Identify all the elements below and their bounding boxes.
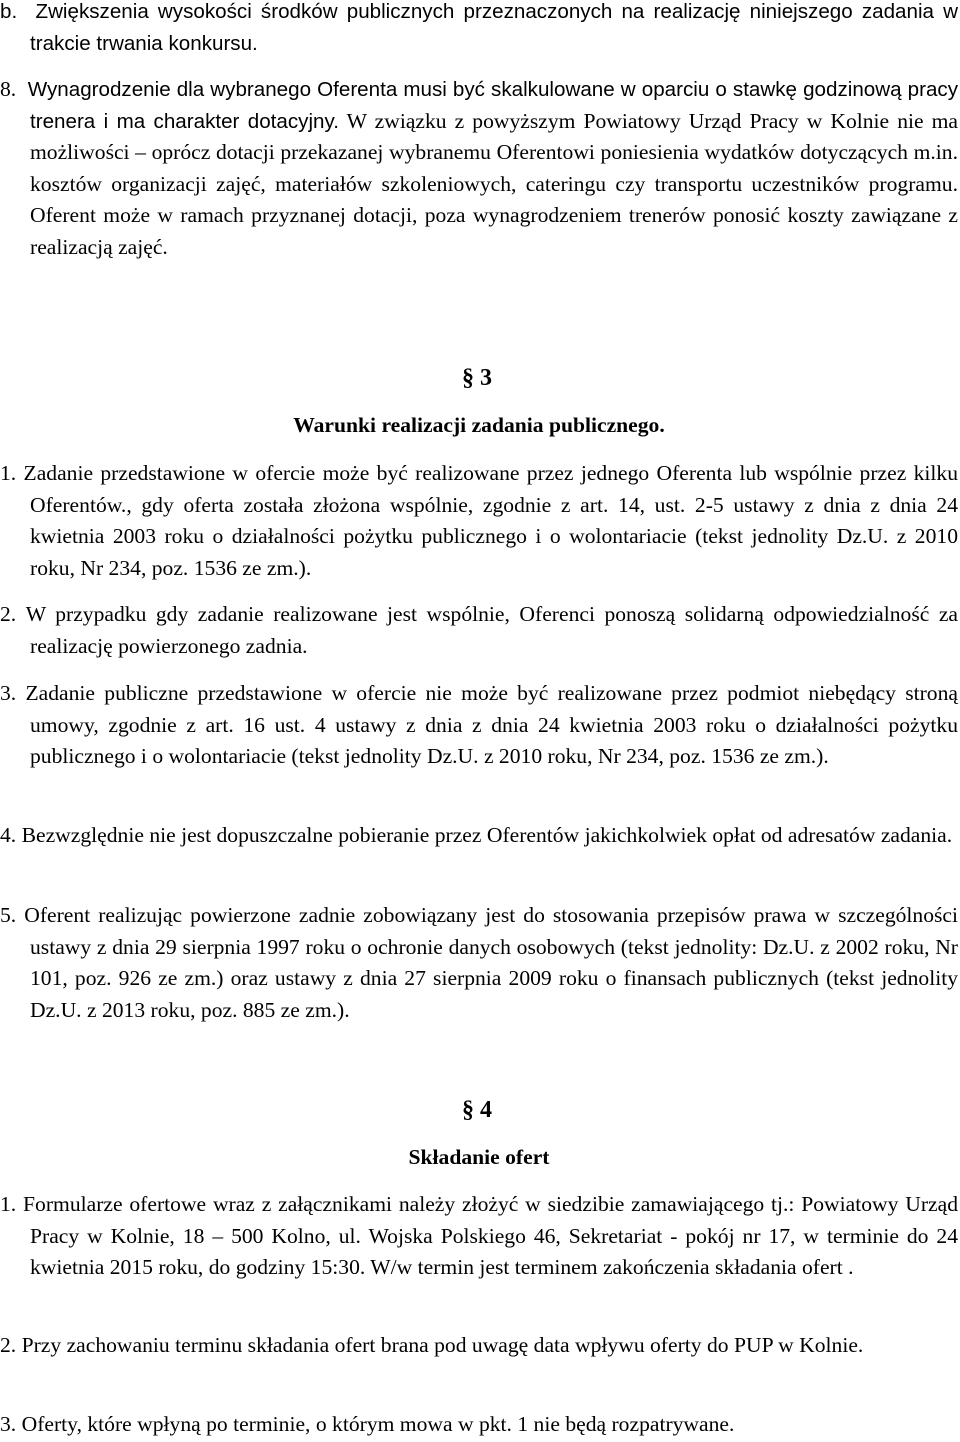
list-item	[0, 820, 958, 852]
list-marker: 3.	[0, 1412, 17, 1436]
section-sign-3: § 3	[462, 365, 492, 391]
list-item	[0, 900, 958, 1026]
list-item-text: Zwiększenia wysokości środków publicznych przeznaczonych na realizację niniejszego zadania w trakcie trwania konkursu.	[30, 0, 958, 55]
section-sign-4: § 4	[462, 1097, 492, 1123]
list-marker: 5.	[0, 903, 17, 927]
list-marker: 1.	[0, 461, 17, 485]
list-item	[0, 678, 958, 773]
list-item	[0, 1189, 958, 1284]
list-item-8	[0, 74, 958, 263]
list-marker: 2.	[0, 602, 17, 626]
list-marker: 2.	[0, 1333, 17, 1357]
list-marker: 3.	[0, 681, 17, 705]
list-item-text: Bezwzględnie nie jest dopuszczalne pobieranie przez Oferentów jakichkolwiek opłat od adresatów zadania.	[21, 823, 953, 847]
list-item	[0, 1409, 958, 1441]
section-title-4: Składanie ofert	[408, 1145, 550, 1169]
list-item-b	[0, 0, 958, 59]
list-item	[0, 458, 958, 584]
section-title-3: Warunki realizacji zadania publicznego.	[293, 413, 665, 437]
list-item	[0, 599, 958, 662]
list-item-text: Formularze ofertowe wraz z załącznikami należy złożyć w siedzibie zamawiającego tj.: Powiatowy Urząd Pracy w Kolnie, 18 – 500 Kolno, ul. Wojska Polskiego 46, Sekretariat - pokój nr 17, w terminie do 24 kwietnia 2015 roku, do godziny 15:30. W/w termin jest terminem zakończenia składania ofert .	[23, 1192, 958, 1279]
list-marker: 4.	[0, 823, 17, 847]
list-item-text: W związku z powyższym Powiatowy Urząd Pracy w Kolnie nie ma możliwości – oprócz dotacji przekazanej wybranemu Oferentowi poniesienia wydatków dotyczących m.in.	[30, 108, 959, 164]
list-item-text: Oferent realizując powierzone zadnie zobowiązany jest do stosowania przepisów prawa w szczególności ustawy z dnia 29 sierpnia 1997 roku o ochronie danych osobowych (tekst jednolity: Dz.U. z 2002 roku, Nr 101, poz. 926 ze zm.) oraz ustawy z dnia 27 sierpnia 2009 roku o finansach publicznych (tekst jednolity Dz.U. z 2013 roku, poz. 885 ze zm.).	[24, 903, 959, 1022]
list-item-text-sans: Wynagrodzenie dla wybranego Oferenta musi być skalkulowane w oparciu o stawkę godzinową pracy trenera i ma charakter dotacyjny.	[27, 78, 959, 133]
list-marker: 1.	[0, 1192, 17, 1216]
list-item-text: Zadanie przedstawione w ofercie może być realizowane przez jednego Oferenta lub wspólnie przez kilku Oferentów., gdy oferta została złożona wspólnie, zgodnie z art. 14, ust. 2-5 ustawy z dnia z dnia 24 kwietnia 2003 roku o działalności pożytku publicznego i o wolontariacie (tekst jednolity Dz.U. z 2010 roku, Nr 234, poz. 1536 ze zm.).	[23, 461, 958, 580]
list-item	[0, 1330, 958, 1362]
list-item-text: W przypadku gdy zadanie realizowane jest wspólnie, Oferenci ponoszą solidarną odpowiedzialność za realizację powierzonego zadnia.	[25, 602, 958, 658]
list-marker: b.	[0, 0, 18, 23]
list-item-text: Oferty, które wpłyną po terminie, o którym mowa w pkt. 1 nie będą rozpatrywane.	[21, 1412, 735, 1436]
list-item-text-continued: kosztów organizacji zajęć, materiałów szkoleniowych, cateringu czy transportu uczestników programu. Oferent może w ramach przyznanej dotacji, poza wynagrodzeniem trenerów ponosić koszty zawiązane z realizacją zajęć.	[30, 171, 958, 259]
list-item-text: Zadanie publiczne przedstawione w ofercie nie może być realizowane przez podmiot niebędący stroną umowy, zgodnie z art. 16 ust. 4 ustawy z dnia z dnia 24 kwietnia 2003 roku o działalności pożytku publicznego i o wolontariacie (tekst jednolity Dz.U. z 2010 roku, Nr 234, poz. 1536 ze zm.).	[25, 681, 958, 768]
list-marker: 8.	[0, 77, 17, 101]
list-item-text: Przy zachowaniu terminu składania ofert brana pod uwagę data wpływu oferty do PUP w Kolnie.	[21, 1333, 864, 1357]
